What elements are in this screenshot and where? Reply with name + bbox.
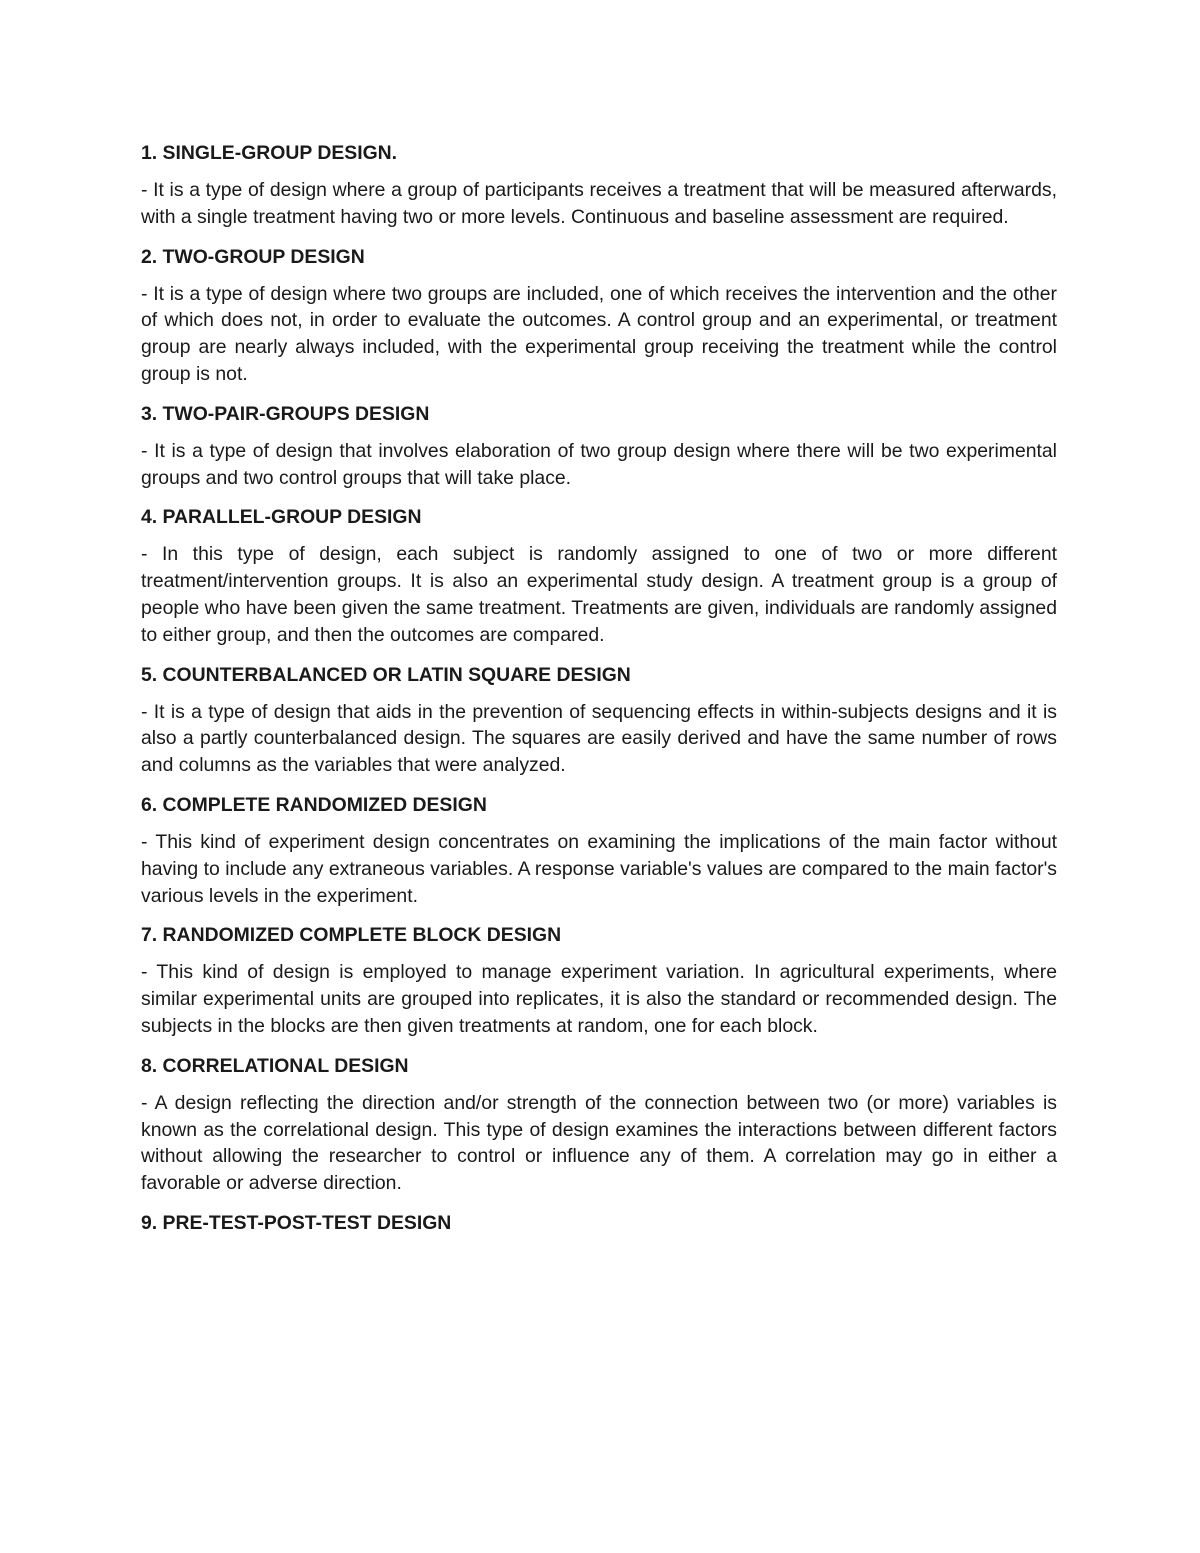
section-body: - It is a type of design where two groups are included, one of which receives the intervention and the other of which does not, in order to evaluate the outcomes. A control group and an experimental, or treatment group are nearly always included, with the experimental group receiving the treatment while the control group is not. — [141, 282, 1057, 385]
section-heading: 2. TWO-GROUP DESIGN — [141, 245, 365, 268]
section-2 — [141, 244, 1057, 388]
section-body: - This kind of design is employed to manage experiment variation. In agricultural experiments, where similar experimental units are grouped into replicates, it is also the standard or recommended design. The subjects in the blocks are then given treatments at random, one for each block. — [141, 961, 1057, 1037]
section-heading: 4. PARALLEL-GROUP DESIGN — [141, 506, 422, 529]
section-1 — [141, 140, 1057, 231]
section-7 — [141, 922, 1057, 1039]
section-heading: 6. COMPLETE RANDOMIZED DESIGN — [141, 793, 487, 816]
section-5 — [141, 662, 1057, 779]
section-8 — [141, 1053, 1057, 1197]
section-6 — [141, 792, 1057, 909]
section-body: - A design reflecting the direction and/or strength of the connection between two (or more) variables is known as the correlational design. This type of design examines the interactions between different factors without allowing the researcher to control or influence any of them. A correlation may go in either a favorable or adverse direction. — [141, 1091, 1057, 1195]
section-body: - It is a type of design that aids in the prevention of sequencing effects in within-subjects designs and it is also a partly counterbalanced design. The squares are easily derived and have the same number of rows and columns as the variables that were analyzed. — [141, 700, 1057, 777]
section-3 — [141, 401, 1057, 492]
section-body: - This kind of experiment design concentrates on examining the implications of the main factor without having to include any extraneous variables. A response variable's values are compared to the main factor's various levels in the experiment. — [141, 830, 1057, 907]
section-4 — [141, 504, 1057, 648]
section-9 — [141, 1210, 1057, 1237]
section-heading: 5. COUNTERBALANCED OR LATIN SQUARE DESIGN — [141, 663, 631, 686]
section-body: - In this type of design, each subject is randomly assigned to one of two or more different treatment/intervention groups. It is also an experimental study design. A treatment group is a group of people who have been given the same treatment. Treatments are given, individuals are randomly assigned to either group, and then the outcomes are compared. — [141, 543, 1057, 646]
document-page — [141, 140, 1057, 1247]
section-heading: 7. RANDOMIZED COMPLETE BLOCK DESIGN — [141, 924, 562, 947]
section-heading: 8. CORRELATIONAL DESIGN — [141, 1054, 409, 1077]
section-body: - It is a type of design that involves elaboration of two group design where there will be two experimental groups and two control groups that will take place. — [141, 439, 1057, 489]
section-heading: 9. PRE-TEST-POST-TEST DESIGN — [141, 1211, 452, 1234]
section-heading: 3. TWO-PAIR-GROUPS DESIGN — [141, 402, 430, 425]
section-heading: 1. SINGLE-GROUP DESIGN. — [141, 142, 398, 164]
section-body: - It is a type of design where a group of participants receives a treatment that will be measured afterwards, with a single treatment having two or more levels. Continuous and baseline assessment are required. — [141, 179, 1057, 228]
